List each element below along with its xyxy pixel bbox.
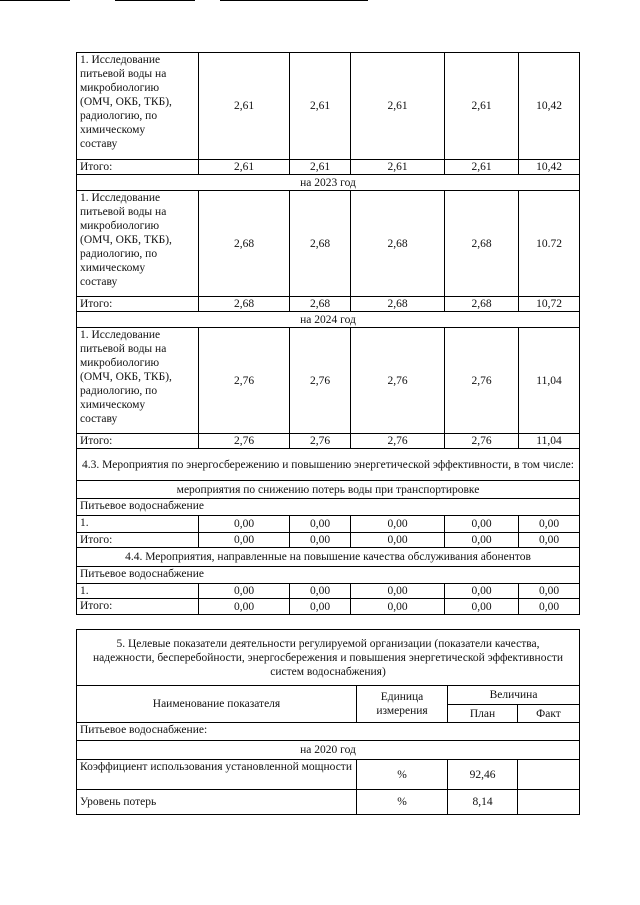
total-row — [77, 599, 580, 615]
value-cell: 2,61 — [290, 53, 351, 160]
measure-name-line: (ОМЧ, ОКБ, ТКБ), — [80, 96, 172, 108]
value-cell: 2,61 — [445, 53, 519, 160]
measure-name-line: 1. Исследование — [80, 329, 161, 341]
total-cell: 2,61 — [445, 160, 519, 175]
measures-table — [76, 52, 580, 615]
total-cell: 2,68 — [351, 297, 445, 312]
header-rule-2 — [115, 0, 195, 1]
section-4-3-title: 4.3. Мероприятия по энергосбережению и повышению энергетической эффективности, в том числе: — [77, 449, 580, 481]
measure-name-line: (ОМЧ, ОКБ, ТКБ), — [80, 371, 172, 383]
value-cell: 11,04 — [519, 328, 580, 434]
total-cell: 0,00 — [199, 533, 290, 548]
indicator-fact — [518, 760, 580, 790]
year-row — [77, 312, 580, 328]
value-cell: 0,00 — [519, 516, 580, 533]
measure-name-line: питьевой воды на — [80, 206, 167, 218]
total-cell: 0,00 — [290, 533, 351, 548]
measure-name-line: составу — [80, 138, 118, 150]
measure-name-line: химическому — [80, 399, 146, 411]
indicator-name: Коэффициент использования установленной мощности — [77, 760, 357, 790]
total-cell: 0,00 — [445, 599, 519, 615]
subsection-row — [77, 481, 580, 499]
measure-name-line: 1. Исследование — [80, 54, 161, 66]
total-cell: 10,42 — [519, 160, 580, 175]
value-cell: 2,68 — [445, 191, 519, 297]
total-cell: 2,61 — [199, 160, 290, 175]
measure-name-cell — [77, 191, 199, 297]
section-4-4-title: 4.4. Мероприятия, направленные на повышение качества обслуживания абонентов — [77, 548, 580, 567]
total-cell: 2,76 — [445, 434, 519, 449]
total-row — [77, 160, 580, 175]
section-4-3-subtitle: мероприятия по снижению потерь воды при транспортировке — [77, 481, 580, 499]
value-cell: 10.72 — [519, 191, 580, 297]
measure-name-line: радиологию, по — [80, 385, 158, 397]
value-cell: 0,00 — [199, 584, 290, 599]
value-cell: 2,61 — [199, 53, 290, 160]
total-label: Итого: — [77, 434, 199, 449]
value-cell: 0,00 — [519, 584, 580, 599]
measure-name-line: радиологию, по — [80, 110, 158, 122]
total-label: Итого: — [77, 160, 199, 175]
value-cell: 2,68 — [351, 191, 445, 297]
year-heading: на 2023 год — [77, 175, 580, 191]
table-row — [77, 584, 580, 599]
total-cell: 2,76 — [199, 434, 290, 449]
water-supply-heading: Питьевое водоснабжение: — [77, 723, 580, 741]
total-cell: 2,61 — [351, 160, 445, 175]
value-cell: 0,00 — [199, 516, 290, 533]
total-cell: 2,76 — [290, 434, 351, 449]
total-cell: 0,00 — [519, 533, 580, 548]
col-header-name: Наименование показателя — [77, 686, 357, 723]
group-row — [77, 567, 580, 584]
header-rule-1 — [0, 0, 70, 1]
measure-name-line: составу — [80, 276, 118, 288]
value-cell: 0,00 — [290, 584, 351, 599]
table-header-row — [77, 686, 580, 705]
total-label: Итого: — [77, 533, 199, 548]
water-supply-heading: Питьевое водоснабжение — [77, 567, 580, 584]
value-cell: 0,00 — [290, 516, 351, 533]
value-cell: 2,76 — [199, 328, 290, 434]
year-row — [77, 175, 580, 191]
measure-name-line: питьевой воды на — [80, 343, 167, 355]
col-header-plan: План — [448, 705, 518, 723]
total-cell: 10,72 — [519, 297, 580, 312]
measure-name-line: питьевой воды на — [80, 68, 167, 80]
measure-name-line: составу — [80, 413, 118, 425]
value-cell: 10,42 — [519, 53, 580, 160]
header-rule-3 — [220, 0, 368, 1]
total-cell: 2,61 — [290, 160, 351, 175]
row-number: 1. — [77, 584, 199, 599]
value-cell: 0,00 — [351, 584, 445, 599]
measure-name-cell — [77, 53, 199, 160]
table-row — [77, 516, 580, 533]
total-cell: 0,00 — [445, 533, 519, 548]
total-cell: 2,68 — [290, 297, 351, 312]
table-row — [77, 790, 580, 815]
value-cell: 2,76 — [445, 328, 519, 434]
total-cell: 0,00 — [351, 599, 445, 615]
indicator-name: Уровень потерь — [77, 790, 357, 815]
total-label: Итого: — [77, 297, 199, 312]
section-5-title: 5. Целевые показатели деятельности регулируемой организации (показатели качества, надежности, бесперебойности, энергосбережения и повышения энергетической эффективности систем водоснабжения) — [77, 630, 580, 686]
table-row — [77, 191, 580, 297]
value-cell: 2,68 — [290, 191, 351, 297]
value-cell: 2,68 — [199, 191, 290, 297]
measure-name-cell — [77, 328, 199, 434]
total-cell: 2,76 — [351, 434, 445, 449]
col-header-unit: Единица измерения — [357, 686, 448, 723]
col-header-value: Величина — [448, 686, 580, 705]
total-label: Итого: — [77, 599, 199, 615]
section-row — [77, 630, 580, 686]
total-cell: 0,00 — [199, 599, 290, 615]
indicator-fact — [518, 790, 580, 815]
value-cell: 0,00 — [351, 516, 445, 533]
total-row — [77, 297, 580, 312]
group-row — [77, 499, 580, 516]
measure-name-line: химическому — [80, 124, 146, 136]
year-row — [77, 741, 580, 760]
total-row — [77, 533, 580, 548]
group-row — [77, 723, 580, 741]
measure-name-line: 1. Исследование — [80, 192, 161, 204]
col-header-fact: Факт — [518, 705, 580, 723]
value-cell: 0,00 — [445, 516, 519, 533]
measure-name-line: микробиологию — [80, 357, 160, 369]
total-cell: 0,00 — [290, 599, 351, 615]
indicators-table — [76, 629, 580, 815]
total-cell: 2,68 — [199, 297, 290, 312]
measure-name-line: (ОМЧ, ОКБ, ТКБ), — [80, 234, 172, 246]
section-row — [77, 449, 580, 481]
indicator-unit: % — [357, 790, 448, 815]
table-row — [77, 53, 580, 160]
measure-name-line: химическому — [80, 262, 146, 274]
indicator-plan: 8,14 — [448, 790, 518, 815]
value-cell: 2,76 — [351, 328, 445, 434]
total-cell: 11,04 — [519, 434, 580, 449]
total-cell: 2,68 — [445, 297, 519, 312]
table-row — [77, 328, 580, 434]
value-cell: 0,00 — [445, 584, 519, 599]
measure-name-line: микробиологию — [80, 220, 160, 232]
total-cell: 0,00 — [351, 533, 445, 548]
indicator-plan: 92,46 — [448, 760, 518, 790]
total-row — [77, 434, 580, 449]
total-cell: 0,00 — [519, 599, 580, 615]
value-cell: 2,61 — [351, 53, 445, 160]
measure-name-line: радиологию, по — [80, 248, 158, 260]
section-row — [77, 548, 580, 567]
measure-name-line: микробиологию — [80, 82, 160, 94]
indicator-unit: % — [357, 760, 448, 790]
table-row — [77, 760, 580, 790]
year-heading: на 2020 год — [77, 741, 580, 760]
row-number: 1. — [77, 516, 199, 533]
value-cell: 2,76 — [290, 328, 351, 434]
water-supply-heading: Питьевое водоснабжение — [77, 499, 580, 516]
year-heading: на 2024 год — [77, 312, 580, 328]
